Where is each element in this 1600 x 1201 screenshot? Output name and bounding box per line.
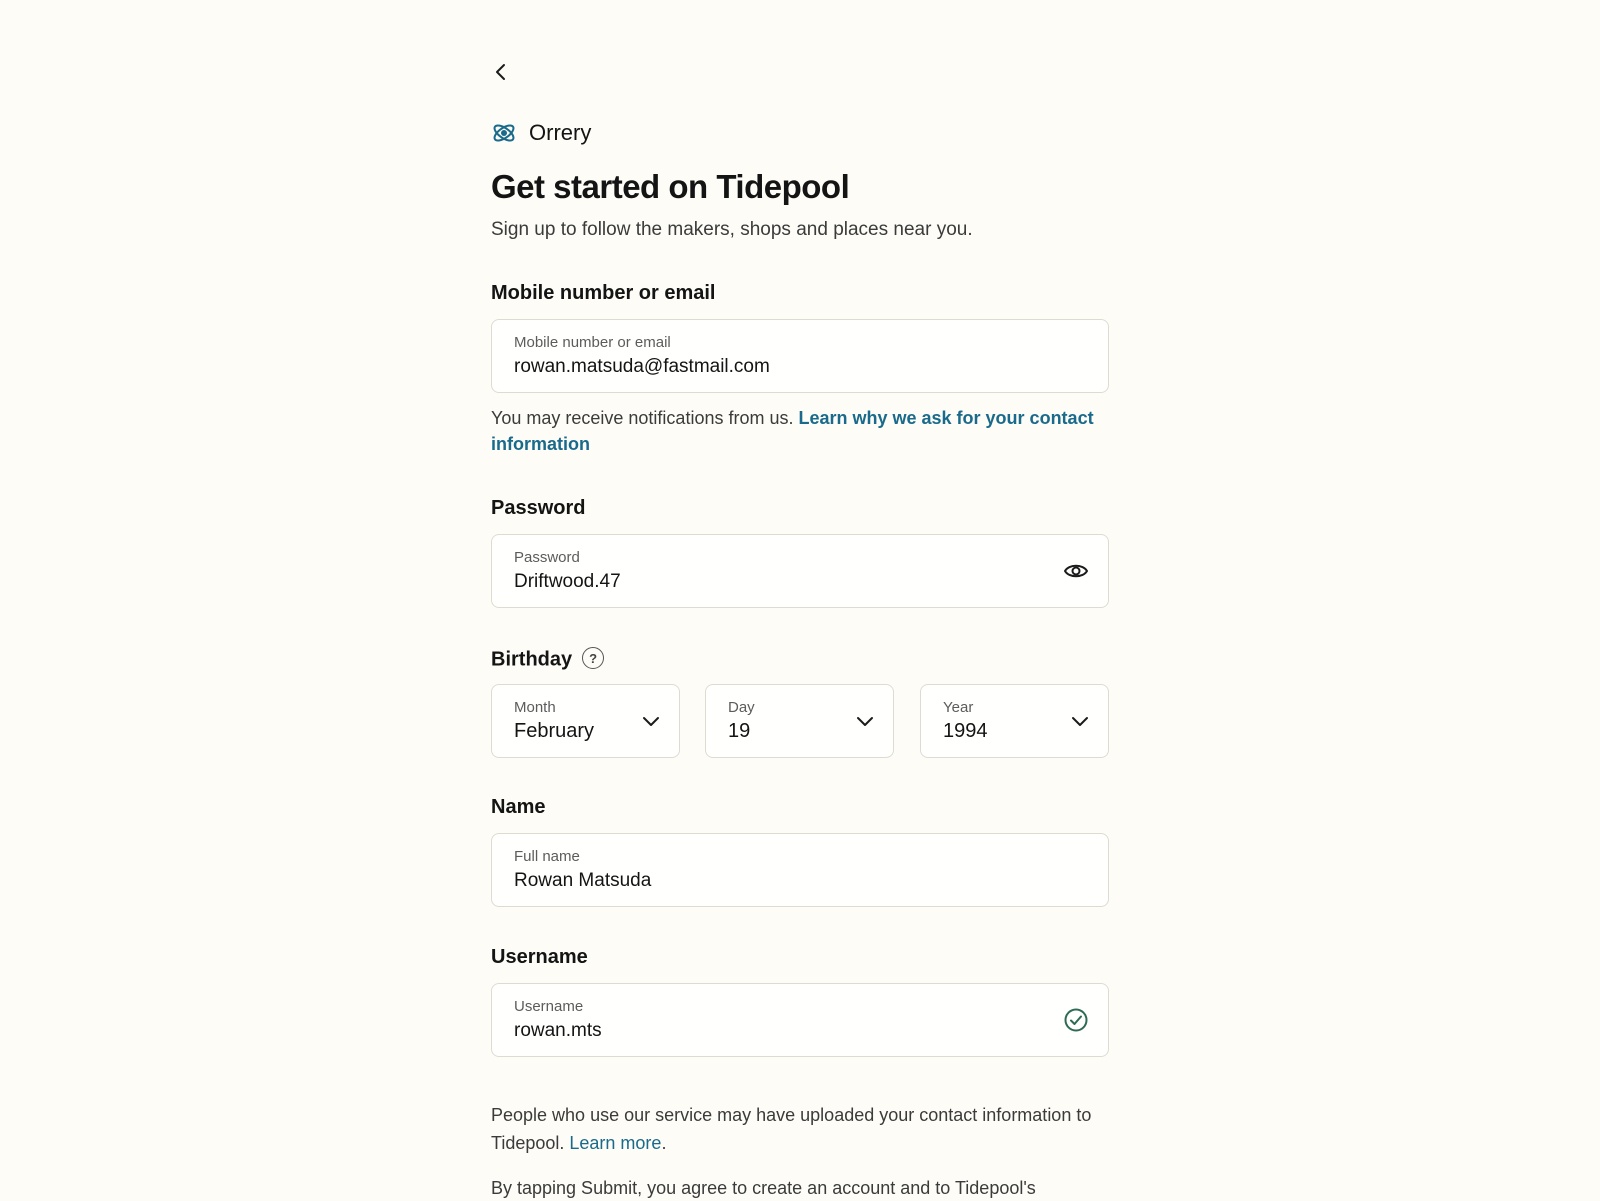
day-select[interactable] [705, 684, 894, 758]
name-label: Name [491, 796, 546, 818]
contact-label: Mobile number or email [491, 282, 716, 304]
contact-note [491, 405, 1109, 457]
brand-name: Orrery [529, 120, 592, 145]
username-label: Username [491, 946, 588, 968]
orrery-logo-icon [491, 122, 517, 144]
name-field[interactable] [491, 833, 1109, 907]
password-label: Password [491, 497, 586, 519]
username-placeholder: Username [514, 998, 584, 1015]
back-button[interactable] [483, 54, 519, 90]
page-title: Get started on Tidepool [491, 168, 850, 205]
birthday-label [491, 647, 604, 672]
chevron-down-icon [855, 711, 875, 731]
month-select[interactable] [491, 684, 680, 758]
name-placeholder: Full name [514, 848, 580, 865]
upload-note-end: . [661, 1133, 667, 1153]
eye-icon [1063, 561, 1089, 581]
name-input[interactable] [514, 870, 1014, 892]
password-input[interactable] [514, 571, 1014, 593]
brand [491, 120, 591, 146]
back-arrow-icon [491, 62, 511, 82]
chevron-down-icon [641, 711, 661, 731]
username-valid-indicator [1062, 1006, 1090, 1034]
page-subtitle: Sign up to follow the makers, shops and places near you. [491, 219, 973, 240]
terms-note: By tapping Submit, you agree to create an account and to Tidepool's [491, 1178, 1036, 1198]
contact-placeholder: Mobile number or email [514, 334, 671, 351]
year-value: 1994 [943, 720, 988, 742]
contact-info-link[interactable]: Learn why we ask for your contact information [491, 408, 1094, 454]
show-password-button[interactable] [1062, 557, 1090, 585]
help-circle-icon[interactable]: ? [582, 647, 604, 669]
day-placeholder: Day [728, 699, 755, 716]
upload-note [491, 1101, 1109, 1157]
month-value: February [514, 720, 595, 742]
contact-field[interactable] [491, 319, 1109, 393]
learn-more-link[interactable]: Learn more [569, 1133, 662, 1153]
contact-note-text: You may receive notifications from us. [491, 408, 799, 428]
password-placeholder: Password [514, 549, 580, 566]
username-input[interactable] [514, 1020, 1014, 1042]
month-placeholder: Month [514, 699, 556, 716]
birthday-label-text: Birthday [491, 648, 573, 671]
chevron-down-icon [1070, 711, 1090, 731]
username-field[interactable] [491, 983, 1109, 1057]
year-placeholder: Year [943, 699, 974, 716]
year-select[interactable] [920, 684, 1109, 758]
upload-note-text: People who use our service may have uploaded your contact information to Tidepool. [491, 1105, 1092, 1153]
day-value: 19 [728, 720, 751, 742]
check-circle-icon [1063, 1007, 1089, 1033]
password-field[interactable] [491, 534, 1109, 608]
contact-input[interactable] [514, 356, 1014, 378]
